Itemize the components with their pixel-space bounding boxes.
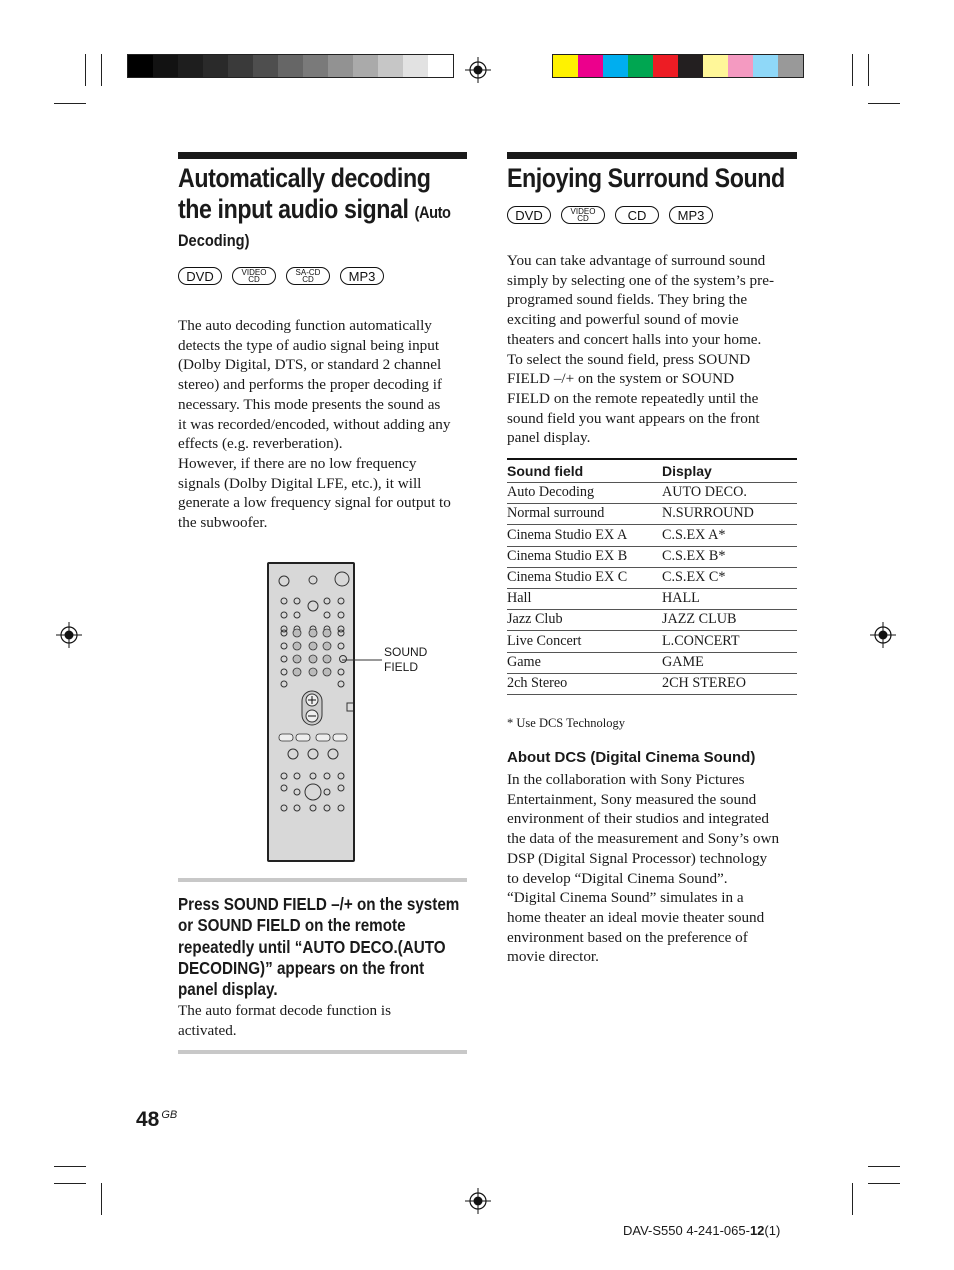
right-format-badges bbox=[507, 206, 713, 224]
text-line: sound field you want appears on the front bbox=[507, 409, 760, 427]
table-cell: Cinema Studio EX A bbox=[507, 526, 628, 543]
registration-mark-icon bbox=[56, 622, 82, 648]
table-row bbox=[507, 588, 797, 610]
table-row bbox=[507, 652, 797, 674]
table-cell: C.S.EX C* bbox=[662, 569, 726, 585]
table-cell: Cinema Studio EX C bbox=[507, 569, 628, 585]
text-line: “Digital Cinema Sound” simulates in a bbox=[507, 889, 744, 907]
text-line: programed sound fields. They bring the bbox=[507, 291, 748, 309]
table-cell: HALL bbox=[662, 590, 700, 607]
table-top-rule bbox=[507, 458, 797, 460]
table-cell: JAZZ CLUB bbox=[662, 611, 737, 628]
format-badge: CD bbox=[615, 206, 659, 224]
text-line: panel display. bbox=[507, 429, 591, 447]
text-line: it was recorded/encoded, without adding any bbox=[178, 415, 451, 433]
text-line: To select the sound field, press SOUND bbox=[507, 350, 751, 368]
text-line: signals (Dolby Digital LFE, etc.), it will bbox=[178, 474, 422, 492]
table-row bbox=[507, 525, 797, 547]
table-cell: C.S.EX A* bbox=[662, 526, 726, 543]
color-swatch bbox=[653, 55, 678, 77]
text-line: (Dolby Digital, DTS, or standard 2 channel bbox=[178, 356, 442, 374]
text-line: detects the type of audio signal being input bbox=[178, 336, 440, 354]
table-cell: AUTO DECO. bbox=[662, 484, 747, 501]
left-section-title-sub: Decoding) bbox=[178, 231, 250, 250]
text-line: In the collaboration with Sony Pictures bbox=[507, 771, 745, 788]
table-cell: N.SURROUND bbox=[662, 505, 754, 522]
text-line: Entertainment, Sony measured the sound bbox=[507, 790, 757, 808]
table-cell: Live Concert bbox=[507, 632, 582, 649]
table-cell: 2ch Stereo bbox=[507, 675, 568, 691]
text-line: or SOUND FIELD on the remote bbox=[178, 915, 406, 936]
color-swatch bbox=[403, 55, 428, 77]
color-swatch bbox=[578, 55, 603, 77]
table-row bbox=[507, 673, 797, 695]
left-body-text bbox=[178, 316, 478, 533]
table-row bbox=[507, 631, 797, 653]
color-swatch bbox=[703, 55, 728, 77]
right-section-title: Enjoying Surround Sound bbox=[507, 163, 785, 193]
table-row bbox=[507, 503, 797, 525]
color-swatch bbox=[728, 55, 753, 77]
text-line: repeatedly until “AUTO DECO.(AUTO bbox=[178, 936, 446, 957]
text-line: However, if there are no low frequency bbox=[178, 454, 417, 472]
page-number: 48 $^{GB}$ bbox=[136, 1108, 178, 1131]
text-line: movie director. bbox=[507, 948, 599, 966]
remote-control-illustration bbox=[267, 562, 355, 862]
color-swatch bbox=[678, 55, 703, 77]
table-footnote: * Use DCS Technology bbox=[507, 716, 625, 730]
right-body-text bbox=[507, 251, 807, 448]
format-badge-line: CD bbox=[577, 214, 589, 223]
text-line: The auto decoding function automatically bbox=[178, 317, 432, 334]
text-line: panel display. bbox=[178, 979, 278, 1000]
left-format-badges bbox=[178, 267, 384, 285]
left-section-title: Automatically decoding the input audio signal (Auto bbox=[178, 163, 451, 224]
color-swatch bbox=[428, 55, 453, 77]
format-badge: DVD bbox=[507, 206, 551, 224]
table-cell: Cinema Studio EX B bbox=[507, 547, 628, 564]
table-cell: 2CH STEREO bbox=[662, 675, 746, 691]
table-header-cell: Sound field bbox=[507, 463, 584, 479]
table-row bbox=[507, 609, 797, 631]
format-badge-line: VIDEO bbox=[570, 207, 596, 216]
step-rule-bottom bbox=[178, 1050, 467, 1054]
text-line: activated. bbox=[178, 1021, 237, 1039]
registration-mark-icon bbox=[870, 622, 896, 648]
text-line: exciting and powerful sound of movie bbox=[507, 311, 739, 329]
color-swatch bbox=[753, 55, 778, 77]
text-line: stereo) and performs the proper decoding if bbox=[178, 376, 442, 394]
color-swatch bbox=[303, 55, 328, 77]
color-swatch bbox=[628, 55, 653, 77]
format-badge-line: VIDEO bbox=[241, 268, 267, 277]
text-line: necessary. This mode presents the sound as bbox=[178, 395, 441, 413]
process-color-bar bbox=[552, 54, 804, 78]
table-cell: Normal surround bbox=[507, 505, 605, 522]
text-line: simply by selecting one of the system’s pre- bbox=[507, 271, 774, 289]
document-code: DAV-S550 4-241-065-12(1) bbox=[623, 1223, 781, 1238]
format-badge-line: CD bbox=[248, 275, 260, 284]
table-row bbox=[507, 567, 797, 589]
table-cell: C.S.EX B* bbox=[662, 547, 726, 564]
format-badge bbox=[286, 267, 330, 285]
color-swatch bbox=[253, 55, 278, 77]
text-line: to develop “Digital Cinema Sound”. bbox=[507, 869, 728, 887]
format-badge-line: CD bbox=[302, 275, 314, 284]
dcs-body-text bbox=[507, 770, 807, 967]
format-badge: DVD bbox=[178, 267, 222, 285]
text-line: environment based on the preference of bbox=[507, 928, 748, 946]
instruction-step bbox=[178, 894, 465, 1000]
color-swatch bbox=[128, 55, 153, 77]
color-swatch bbox=[178, 55, 203, 77]
format-badge bbox=[232, 267, 276, 285]
table-cell: L.CONCERT bbox=[662, 632, 740, 649]
text-line: the data of the measurement and Sony’s own bbox=[507, 830, 780, 848]
table-cell: Auto Decoding bbox=[507, 484, 595, 501]
remote-buttons bbox=[269, 564, 353, 860]
table-row bbox=[507, 546, 797, 568]
step-note bbox=[178, 1001, 468, 1040]
color-swatch bbox=[153, 55, 178, 77]
color-swatch bbox=[203, 55, 228, 77]
section-rule bbox=[178, 152, 467, 159]
table-cell: Game bbox=[507, 653, 541, 670]
color-swatch bbox=[353, 55, 378, 77]
color-swatch bbox=[278, 55, 303, 77]
table-header-row bbox=[507, 461, 797, 483]
color-swatch bbox=[328, 55, 353, 77]
table-row bbox=[507, 482, 797, 504]
color-swatch bbox=[778, 55, 803, 77]
format-badge bbox=[561, 206, 605, 224]
text-line: You can take advantage of surround sound bbox=[507, 252, 766, 269]
color-swatch bbox=[228, 55, 253, 77]
text-line: Press SOUND FIELD –/+ on the system bbox=[178, 894, 460, 914]
color-swatch bbox=[603, 55, 628, 77]
text-line: the subwoofer. bbox=[178, 514, 268, 532]
format-badge-line: SA-CD bbox=[295, 268, 321, 277]
color-swatch bbox=[378, 55, 403, 77]
text-line: DSP (Digital Signal Processor) technology bbox=[507, 849, 768, 867]
callout-line bbox=[340, 653, 385, 667]
gray-color-bar bbox=[127, 54, 454, 78]
text-line: FIELD –/+ on the system or SOUND bbox=[507, 370, 735, 388]
table-cell: Hall bbox=[507, 590, 532, 607]
text-line: FIELD on the remote repeatedly until the bbox=[507, 389, 759, 407]
text-line: The auto format decode function is bbox=[178, 1002, 391, 1019]
table-cell: Jazz Club bbox=[507, 611, 563, 628]
sound-field-callout: SOUND FIELD bbox=[384, 645, 428, 674]
section-rule bbox=[507, 152, 797, 159]
text-line: effects (e.g. reverberation). bbox=[178, 435, 343, 453]
text-line: DECODING)” appears on the front bbox=[178, 957, 425, 978]
text-line: theaters and concert halls into your home. bbox=[507, 330, 762, 348]
registration-mark-icon bbox=[465, 1188, 491, 1214]
table-cell: GAME bbox=[662, 653, 704, 670]
registration-mark-icon bbox=[465, 57, 491, 83]
dcs-heading: About DCS (Digital Cinema Sound) bbox=[507, 749, 756, 766]
text-line: generate a low frequency signal for output to bbox=[178, 494, 451, 512]
step-rule-top bbox=[178, 878, 467, 882]
color-swatch bbox=[553, 55, 578, 77]
format-badge: MP3 bbox=[669, 206, 713, 224]
text-line: environment of their studios and integrated bbox=[507, 810, 769, 828]
text-line: home theater an ideal movie theater sound bbox=[507, 908, 765, 926]
table-header-cell: Display bbox=[662, 463, 712, 479]
format-badge: MP3 bbox=[340, 267, 384, 285]
